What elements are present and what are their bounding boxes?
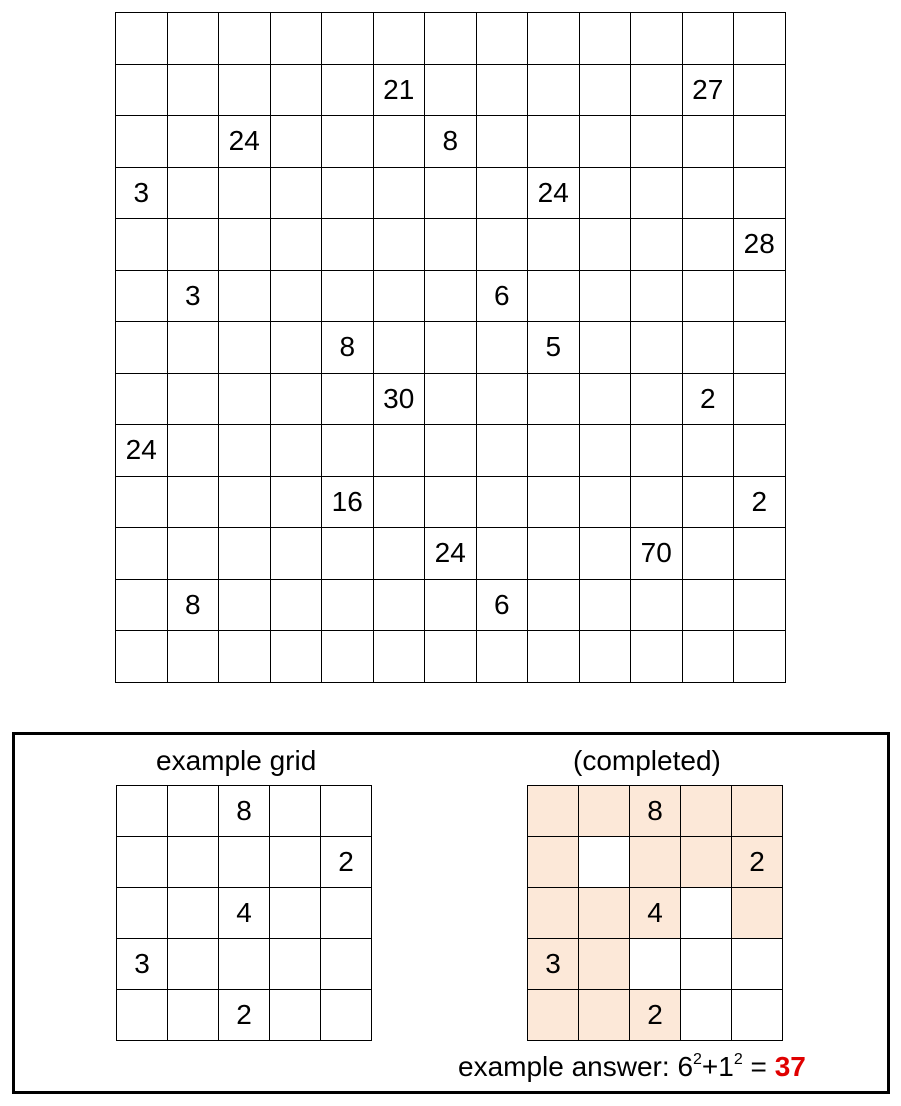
grid-cell <box>373 116 425 168</box>
clue-cell: 3 <box>167 270 219 322</box>
grid-cell <box>373 528 425 580</box>
grid-cell <box>734 425 786 477</box>
grid-cell <box>373 631 425 683</box>
grid-cell <box>117 837 168 888</box>
grid-cell <box>631 13 683 65</box>
grid-cell <box>270 13 322 65</box>
grid-cell <box>630 837 681 888</box>
grid-cell <box>270 322 322 374</box>
grid-cell <box>270 167 322 219</box>
grid-cell <box>322 64 374 116</box>
grid-cell <box>322 167 374 219</box>
grid-cell <box>425 579 477 631</box>
example-panel <box>12 732 890 1094</box>
grid-cell <box>168 837 219 888</box>
grid-cell <box>116 13 168 65</box>
grid-cell <box>270 579 322 631</box>
grid-cell <box>579 322 631 374</box>
grid-cell <box>219 167 271 219</box>
grid-cell <box>270 64 322 116</box>
grid-row <box>116 270 786 322</box>
grid-cell <box>116 631 168 683</box>
grid-cell <box>322 528 374 580</box>
example-grid-caption: example grid <box>156 745 317 776</box>
grid-cell <box>682 425 734 477</box>
grid-cell <box>116 270 168 322</box>
grid-cell <box>270 786 321 837</box>
clue-cell: 2 <box>734 476 786 528</box>
grid-cell <box>682 219 734 271</box>
clue-cell: 28 <box>734 219 786 271</box>
clue-cell: 21 <box>373 64 425 116</box>
grid-cell <box>373 425 425 477</box>
grid-cell <box>167 476 219 528</box>
grid-cell <box>425 476 477 528</box>
grid-cell <box>322 270 374 322</box>
grid-cell <box>682 322 734 374</box>
grid-cell <box>579 579 631 631</box>
grid-cell <box>322 579 374 631</box>
grid-cell <box>631 476 683 528</box>
grid-cell <box>734 116 786 168</box>
grid-row <box>116 13 786 65</box>
grid-cell <box>321 939 372 990</box>
grid-cell <box>270 990 321 1041</box>
grid-cell <box>579 837 630 888</box>
grid-cell <box>116 528 168 580</box>
grid-row <box>116 167 786 219</box>
clue-cell: 24 <box>425 528 477 580</box>
grid-cell <box>682 167 734 219</box>
grid-cell <box>681 786 732 837</box>
grid-cell <box>476 219 528 271</box>
grid-row <box>117 786 372 837</box>
grid-cell <box>681 939 732 990</box>
clue-cell: 70 <box>631 528 683 580</box>
grid-row <box>116 425 786 477</box>
grid-cell <box>528 476 580 528</box>
grid-cell <box>321 888 372 939</box>
grid-cell <box>425 322 477 374</box>
grid-cell <box>373 322 425 374</box>
grid-cell <box>528 579 580 631</box>
clue-cell: 24 <box>219 116 271 168</box>
clue-cell: 4 <box>630 888 681 939</box>
grid-cell <box>321 786 372 837</box>
grid-cell <box>373 476 425 528</box>
grid-cell <box>528 990 579 1041</box>
grid-cell <box>734 167 786 219</box>
clue-cell: 4 <box>219 888 270 939</box>
grid-cell <box>681 837 732 888</box>
grid-cell <box>117 990 168 1041</box>
clue-cell: 6 <box>476 579 528 631</box>
grid-cell <box>528 837 579 888</box>
grid-cell <box>322 631 374 683</box>
grid-cell <box>425 64 477 116</box>
grid-cell <box>528 270 580 322</box>
grid-cell <box>322 219 374 271</box>
clue-cell: 3 <box>528 939 579 990</box>
answer-prefix: example answer: <box>458 1051 678 1082</box>
grid-cell <box>219 219 271 271</box>
grid-row <box>116 631 786 683</box>
grid-cell <box>732 786 783 837</box>
grid-cell <box>682 579 734 631</box>
answer-base-1: 6 <box>677 1051 694 1082</box>
example-grid <box>116 785 372 1041</box>
grid-cell <box>631 64 683 116</box>
main-puzzle-grid <box>115 12 786 683</box>
grid-cell <box>732 939 783 990</box>
grid-row <box>116 373 786 425</box>
grid-row <box>117 888 372 939</box>
grid-cell <box>476 528 528 580</box>
grid-cell <box>476 167 528 219</box>
grid-cell <box>322 425 374 477</box>
grid-row <box>117 837 372 888</box>
clue-cell: 2 <box>732 837 783 888</box>
clue-cell: 2 <box>630 990 681 1041</box>
grid-cell <box>167 322 219 374</box>
grid-cell <box>631 322 683 374</box>
grid-cell <box>373 167 425 219</box>
grid-row <box>528 888 783 939</box>
grid-cell <box>219 476 271 528</box>
grid-cell <box>219 631 271 683</box>
grid-cell <box>631 425 683 477</box>
grid-cell <box>219 837 270 888</box>
answer-exponent-1: 2 <box>693 1051 702 1068</box>
grid-cell <box>579 939 630 990</box>
clue-cell: 2 <box>682 373 734 425</box>
grid-cell <box>579 888 630 939</box>
clue-cell: 8 <box>167 579 219 631</box>
grid-cell <box>116 64 168 116</box>
grid-cell <box>117 786 168 837</box>
grid-row <box>528 939 783 990</box>
grid-cell <box>528 888 579 939</box>
grid-cell <box>219 425 271 477</box>
grid-row <box>528 990 783 1041</box>
grid-cell <box>476 322 528 374</box>
grid-cell <box>631 631 683 683</box>
completed-example-grid <box>527 785 783 1041</box>
grid-cell <box>732 990 783 1041</box>
grid-cell <box>528 219 580 271</box>
grid-cell <box>270 270 322 322</box>
grid-cell <box>682 476 734 528</box>
grid-cell <box>734 579 786 631</box>
clue-cell: 8 <box>425 116 477 168</box>
grid-row <box>116 116 786 168</box>
clue-cell: 5 <box>528 322 580 374</box>
grid-cell <box>528 116 580 168</box>
grid-cell <box>425 270 477 322</box>
clue-cell: 3 <box>116 167 168 219</box>
grid-cell <box>425 13 477 65</box>
grid-cell <box>579 270 631 322</box>
grid-cell <box>425 167 477 219</box>
grid-cell <box>373 13 425 65</box>
grid-cell <box>682 116 734 168</box>
grid-cell <box>219 528 271 580</box>
grid-cell <box>219 322 271 374</box>
grid-cell <box>734 64 786 116</box>
grid-cell <box>631 167 683 219</box>
completed-grid-caption: (completed) <box>573 745 721 776</box>
grid-cell <box>219 373 271 425</box>
grid-cell <box>270 939 321 990</box>
grid-cell <box>682 13 734 65</box>
grid-cell <box>168 939 219 990</box>
clue-cell: 24 <box>116 425 168 477</box>
clue-cell: 8 <box>322 322 374 374</box>
grid-cell <box>476 13 528 65</box>
grid-cell <box>682 528 734 580</box>
grid-cell <box>476 631 528 683</box>
grid-cell <box>116 579 168 631</box>
grid-cell <box>425 425 477 477</box>
grid-cell <box>167 167 219 219</box>
clue-cell: 24 <box>528 167 580 219</box>
grid-cell <box>528 786 579 837</box>
grid-cell <box>528 64 580 116</box>
grid-cell <box>116 373 168 425</box>
grid-cell <box>579 786 630 837</box>
clue-cell: 27 <box>682 64 734 116</box>
grid-cell <box>734 373 786 425</box>
grid-cell <box>322 13 374 65</box>
example-answer <box>458 1051 806 1083</box>
grid-cell <box>167 631 219 683</box>
grid-cell <box>270 476 322 528</box>
grid-cell <box>373 219 425 271</box>
grid-cell <box>734 322 786 374</box>
grid-row <box>117 939 372 990</box>
grid-cell <box>167 373 219 425</box>
grid-cell <box>270 528 322 580</box>
grid-row <box>116 219 786 271</box>
grid-cell <box>734 13 786 65</box>
grid-row <box>116 528 786 580</box>
grid-cell <box>167 116 219 168</box>
grid-cell <box>270 888 321 939</box>
clue-cell: 6 <box>476 270 528 322</box>
grid-cell <box>117 888 168 939</box>
grid-cell <box>476 64 528 116</box>
clue-cell: 2 <box>321 837 372 888</box>
grid-cell <box>579 167 631 219</box>
grid-cell <box>270 219 322 271</box>
grid-cell <box>373 579 425 631</box>
grid-cell <box>528 373 580 425</box>
grid-cell <box>219 939 270 990</box>
grid-cell <box>631 270 683 322</box>
answer-base-2: 1 <box>718 1051 734 1082</box>
grid-cell <box>168 888 219 939</box>
grid-cell <box>579 116 631 168</box>
grid-cell <box>681 888 732 939</box>
clue-cell: 2 <box>219 990 270 1041</box>
grid-cell <box>116 476 168 528</box>
grid-cell <box>219 64 271 116</box>
grid-cell <box>732 888 783 939</box>
answer-exponent-2: 2 <box>733 1051 743 1068</box>
grid-cell <box>270 631 322 683</box>
clue-cell: 8 <box>219 786 270 837</box>
grid-cell <box>579 476 631 528</box>
grid-cell <box>476 425 528 477</box>
grid-row <box>528 837 783 888</box>
clue-cell: 16 <box>322 476 374 528</box>
grid-row <box>116 476 786 528</box>
grid-cell <box>168 990 219 1041</box>
grid-cell <box>425 373 477 425</box>
grid-cell <box>321 990 372 1041</box>
grid-cell <box>322 373 374 425</box>
grid-cell <box>682 631 734 683</box>
grid-cell <box>528 528 580 580</box>
grid-cell <box>579 631 631 683</box>
grid-cell <box>631 373 683 425</box>
grid-row <box>116 579 786 631</box>
grid-cell <box>116 322 168 374</box>
grid-cell <box>528 425 580 477</box>
clue-cell: 8 <box>630 786 681 837</box>
grid-cell <box>322 116 374 168</box>
grid-cell <box>528 631 580 683</box>
grid-cell <box>270 373 322 425</box>
grid-row <box>116 322 786 374</box>
grid-cell <box>116 219 168 271</box>
grid-cell <box>579 13 631 65</box>
answer-equals: = <box>742 1051 775 1082</box>
grid-cell <box>631 219 683 271</box>
clue-cell: 30 <box>373 373 425 425</box>
grid-cell <box>476 476 528 528</box>
grid-cell <box>270 116 322 168</box>
grid-cell <box>579 219 631 271</box>
answer-value: 37 <box>774 1051 806 1082</box>
grid-cell <box>476 373 528 425</box>
grid-cell <box>167 219 219 271</box>
grid-cell <box>270 837 321 888</box>
grid-cell <box>681 990 732 1041</box>
grid-cell <box>425 219 477 271</box>
grid-cell <box>219 270 271 322</box>
grid-cell <box>167 13 219 65</box>
grid-cell <box>219 579 271 631</box>
grid-cell <box>373 270 425 322</box>
grid-cell <box>734 270 786 322</box>
grid-cell <box>167 528 219 580</box>
grid-cell <box>579 64 631 116</box>
grid-cell <box>579 373 631 425</box>
grid-cell <box>219 13 271 65</box>
grid-cell <box>167 425 219 477</box>
grid-cell <box>682 270 734 322</box>
grid-cell <box>425 631 477 683</box>
grid-row <box>116 64 786 116</box>
grid-cell <box>116 116 168 168</box>
grid-cell <box>270 425 322 477</box>
grid-cell <box>631 579 683 631</box>
grid-cell <box>476 116 528 168</box>
grid-cell <box>630 939 681 990</box>
grid-cell <box>579 528 631 580</box>
grid-cell <box>528 13 580 65</box>
grid-cell <box>734 631 786 683</box>
answer-plus: + <box>701 1051 719 1082</box>
grid-row <box>117 990 372 1041</box>
clue-cell: 3 <box>117 939 168 990</box>
grid-cell <box>167 64 219 116</box>
grid-cell <box>734 528 786 580</box>
grid-cell <box>579 425 631 477</box>
grid-row <box>528 786 783 837</box>
grid-cell <box>631 116 683 168</box>
grid-cell <box>168 786 219 837</box>
grid-cell <box>579 990 630 1041</box>
